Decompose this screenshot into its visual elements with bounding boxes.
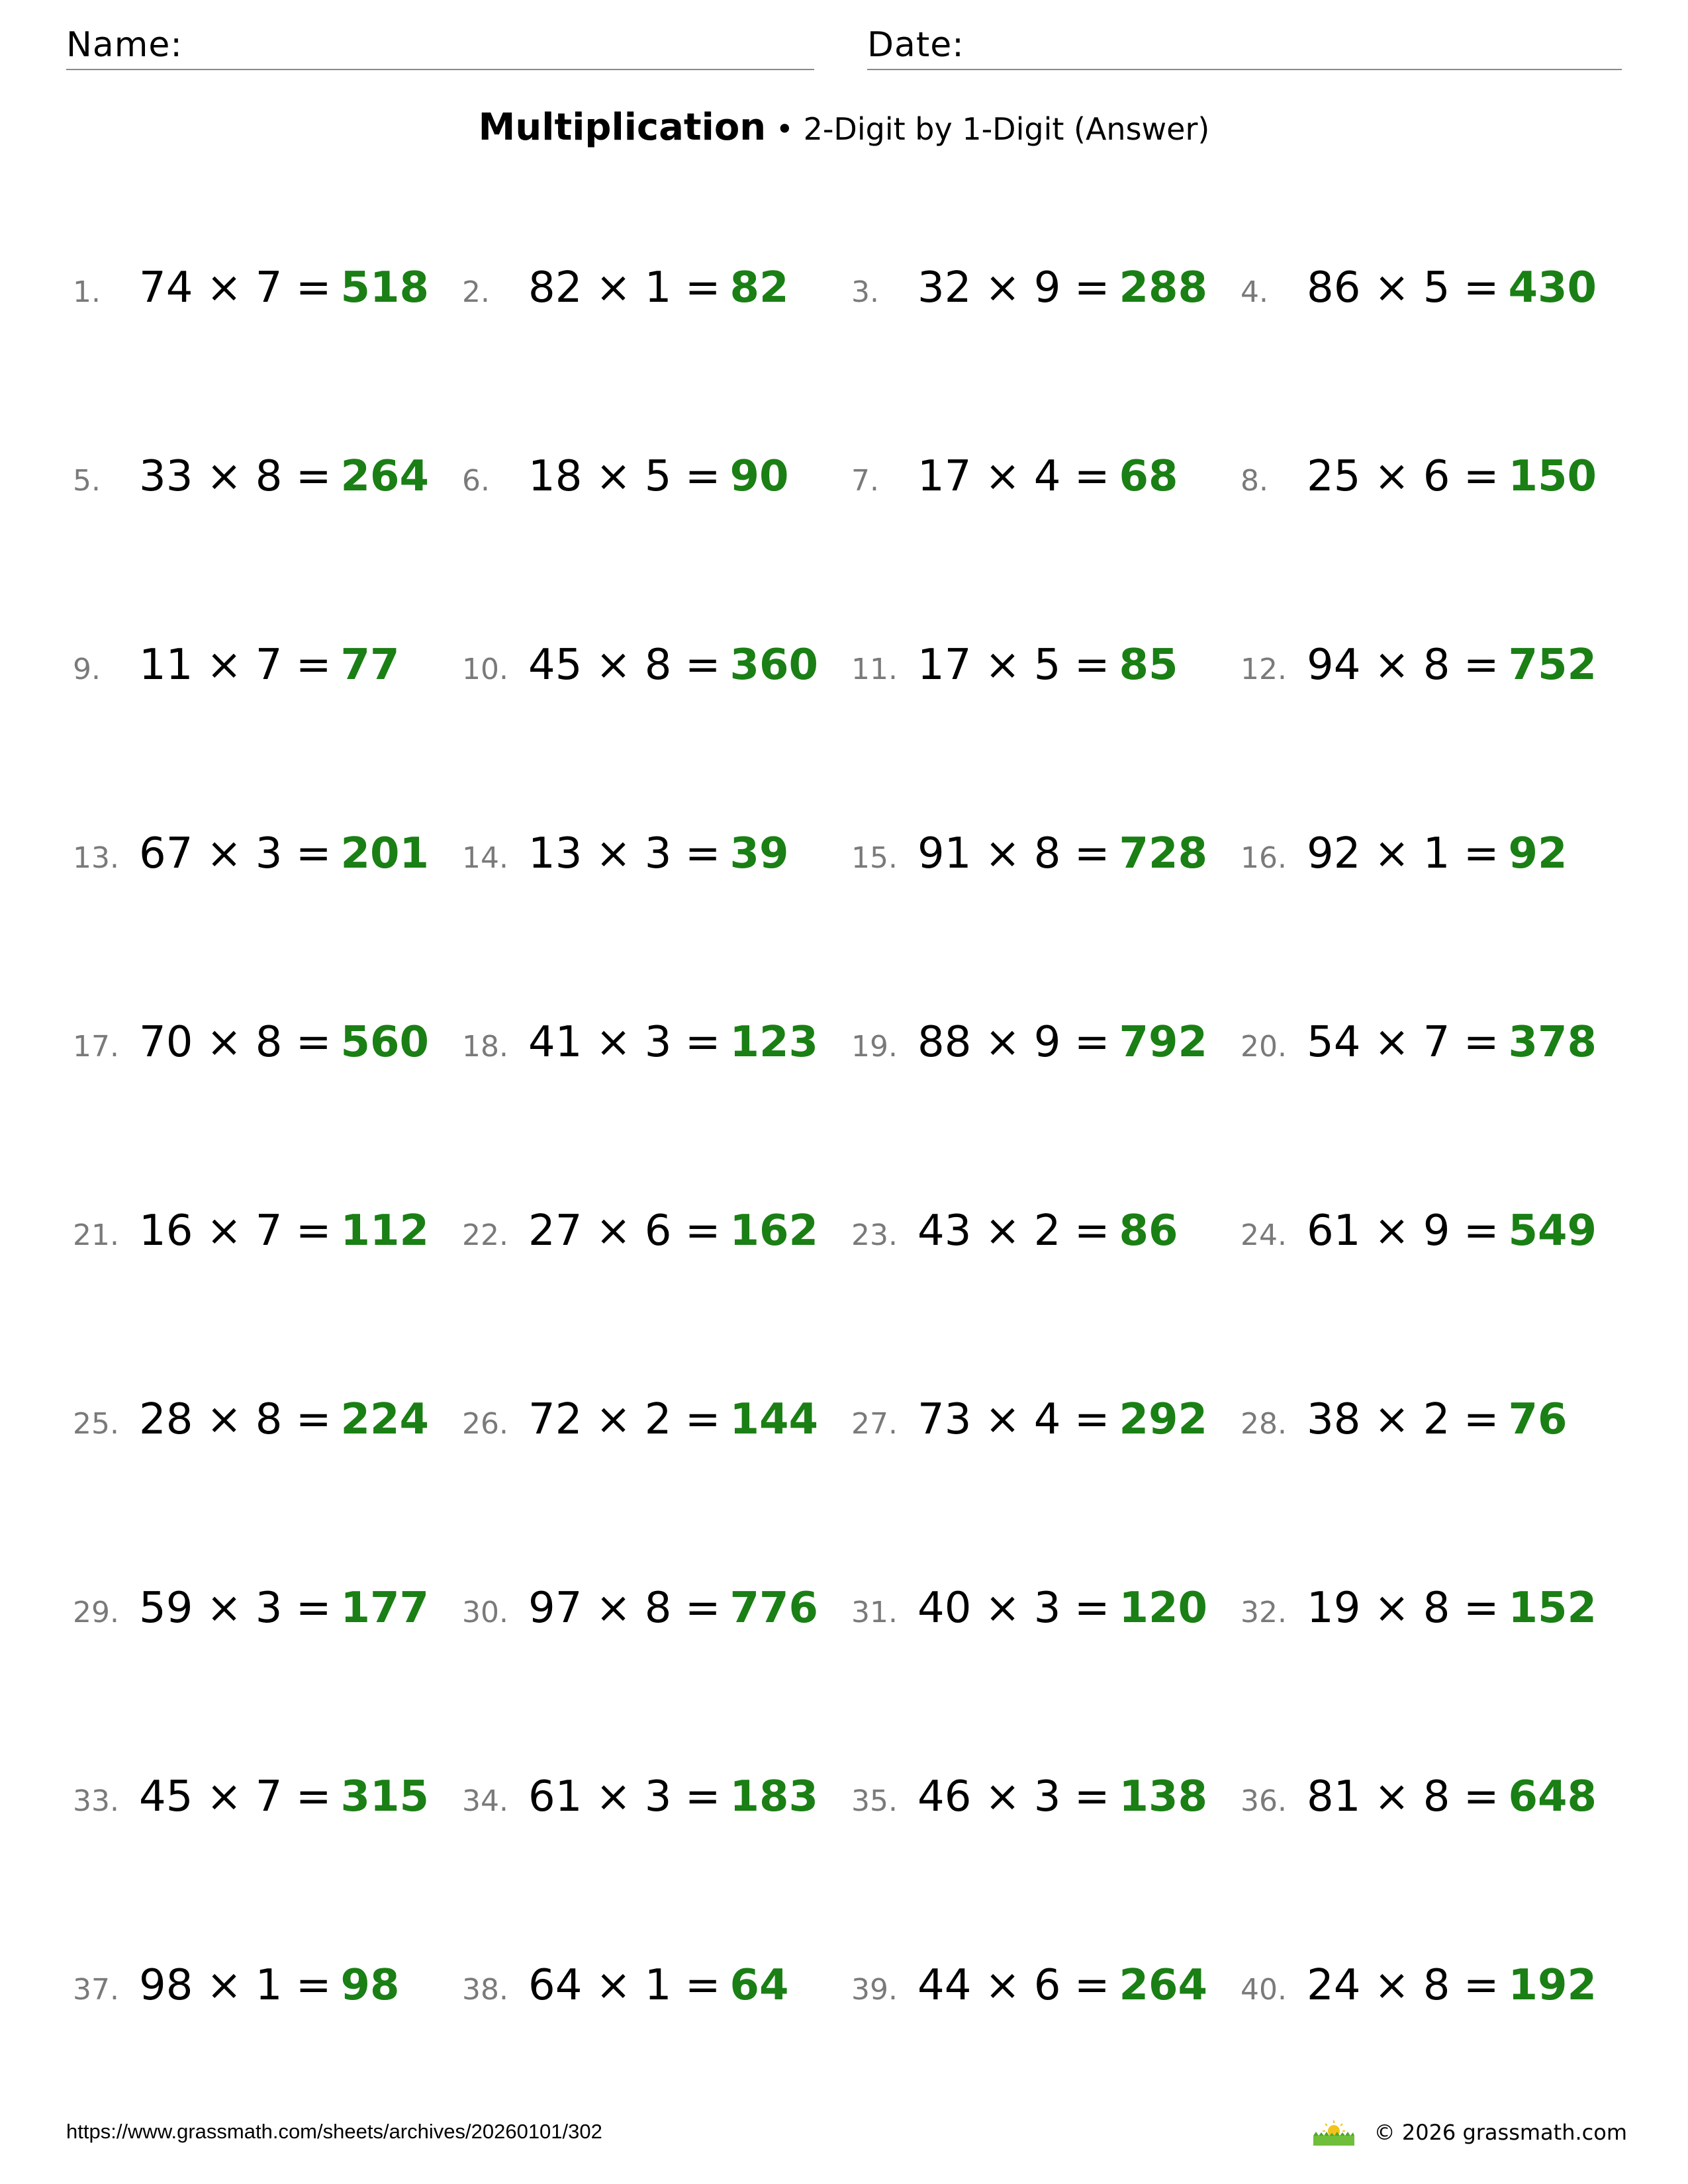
problem-expression: 24 × 8 = [1307,1961,1499,2010]
title-main: Multiplication [478,106,767,149]
problem-answer: 518 [340,263,430,312]
problem-number: 7. [851,464,879,498]
problem-answer: 144 [729,1395,819,1444]
problem-item [73,829,429,895]
problem-item [462,1772,818,1839]
problem-number: 15. [851,841,898,875]
problem-item [851,263,1207,330]
problem-number: 5. [73,464,101,498]
problem-number: 30. [462,1596,508,1629]
problem-number: 22. [462,1218,508,1252]
problem-answer: 68 [1119,452,1178,501]
problem-item [462,1018,818,1084]
problem-expression: 16 × 7 = [139,1206,332,1255]
problem-number: 32. [1241,1596,1287,1629]
problem-answer: 292 [1119,1395,1208,1444]
problem-number: 17. [73,1030,119,1064]
problem-expression: 67 × 3 = [139,829,332,878]
problem-row [73,829,1635,895]
problem-answer: 549 [1508,1206,1597,1255]
problem-answer: 776 [729,1584,819,1633]
problem-item [462,452,789,518]
problem-expression: 33 × 8 = [139,452,332,501]
problem-answer: 560 [340,1018,430,1067]
problem-number: 38. [462,1973,508,2007]
problem-number: 29. [73,1596,119,1629]
problem-item [851,1772,1207,1839]
problem-expression: 86 × 5 = [1307,263,1499,312]
problem-expression: 73 × 4 = [917,1395,1110,1444]
problem-item [851,1395,1207,1461]
problem-row [73,1395,1635,1461]
problem-number: 2. [462,275,490,309]
problem-row [73,1584,1635,1650]
worksheet-title [0,106,1688,149]
problem-item [73,263,429,330]
problem-item [73,1772,429,1839]
problem-answer: 264 [1119,1961,1208,2010]
problem-grid [73,263,1635,2050]
problem-number: 1. [73,275,101,309]
problem-expression: 94 × 8 = [1307,641,1499,690]
problem-expression: 54 × 7 = [1307,1018,1499,1067]
date-label: Date: [867,25,964,65]
problem-item [1241,1961,1597,2027]
problem-item [73,1584,429,1650]
problem-number: 27. [851,1407,898,1441]
problem-item [851,641,1178,707]
name-label: Name: [66,25,183,65]
problem-answer: 120 [1119,1584,1208,1633]
problem-row [73,641,1635,707]
problem-number: 9. [73,653,101,686]
problem-answer: 162 [729,1206,819,1255]
problem-answer: 138 [1119,1772,1208,1821]
problem-expression: 43 × 2 = [917,1206,1110,1255]
problem-number: 20. [1241,1030,1287,1064]
date-line[interactable] [867,69,1622,70]
problem-number: 10. [462,653,508,686]
problem-answer: 315 [340,1772,430,1821]
problem-expression: 38 × 2 = [1307,1395,1499,1444]
problem-number: 36. [1241,1784,1287,1818]
problem-item [851,452,1178,518]
problem-item [462,829,789,895]
problem-item [1241,452,1597,518]
problem-number: 16. [1241,841,1287,875]
problem-number: 6. [462,464,490,498]
problem-number: 39. [851,1973,898,2007]
problem-expression: 17 × 5 = [917,641,1110,690]
title-subtitle: • 2-Digit by 1-Digit (Answer) [766,111,1210,147]
problem-expression: 46 × 3 = [917,1772,1110,1821]
problem-item [462,263,789,330]
problem-number: 11. [851,653,898,686]
problem-answer: 360 [729,641,819,690]
problem-item [73,1206,429,1273]
problem-answer: 183 [729,1772,819,1821]
problem-item [73,641,400,707]
problem-number: 24. [1241,1218,1287,1252]
problem-expression: 19 × 8 = [1307,1584,1499,1633]
problem-row [73,1961,1635,2027]
problem-item [851,1018,1207,1084]
problem-number: 40. [1241,1973,1287,2007]
problem-expression: 61 × 3 = [528,1772,721,1821]
problem-expression: 72 × 2 = [528,1395,721,1444]
problem-item [73,1018,429,1084]
problem-expression: 70 × 8 = [139,1018,332,1067]
problem-number: 19. [851,1030,898,1064]
problem-item [1241,1018,1597,1084]
footer-url: https://www.grassmath.com/sheets/archives/20260101/302 [66,2120,602,2143]
problem-answer: 64 [729,1961,789,2010]
problem-expression: 32 × 9 = [917,263,1110,312]
problem-answer: 288 [1119,263,1208,312]
problem-number: 37. [73,1973,119,2007]
problem-answer: 98 [340,1961,400,2010]
problem-expression: 92 × 1 = [1307,829,1499,878]
problem-item [851,1961,1207,2027]
problem-expression: 98 × 1 = [139,1961,332,2010]
problem-answer: 77 [340,641,400,690]
problem-item [1241,829,1568,895]
problem-answer: 82 [729,263,789,312]
problem-answer: 86 [1119,1206,1178,1255]
problem-item [1241,1206,1597,1273]
problem-expression: 25 × 6 = [1307,452,1499,501]
problem-number: 8. [1241,464,1268,498]
problem-item [1241,263,1597,330]
problem-row [73,452,1635,518]
problem-expression: 45 × 7 = [139,1772,332,1821]
problem-item [1241,1584,1597,1650]
problem-expression: 28 × 8 = [139,1395,332,1444]
problem-expression: 88 × 9 = [917,1018,1110,1067]
problem-answer: 112 [340,1206,430,1255]
problem-number: 4. [1241,275,1268,309]
problem-answer: 152 [1508,1584,1597,1633]
problem-expression: 44 × 6 = [917,1961,1110,2010]
problem-number: 12. [1241,653,1287,686]
problem-expression: 97 × 8 = [528,1584,721,1633]
problem-answer: 648 [1508,1772,1597,1821]
problem-item [73,1961,400,2027]
problem-item [73,452,429,518]
problem-expression: 27 × 6 = [528,1206,721,1255]
problem-item [462,1206,818,1273]
footer-copyright-block [1311,2118,1627,2147]
problem-item [462,1584,818,1650]
problem-answer: 728 [1119,829,1208,878]
problem-number: 3. [851,275,879,309]
problem-number: 23. [851,1218,898,1252]
problem-answer: 378 [1508,1018,1597,1067]
problem-number: 21. [73,1218,119,1252]
problem-item [462,1395,818,1461]
problem-item [1241,1395,1568,1461]
problem-row [73,1772,1635,1839]
problem-number: 35. [851,1784,898,1818]
problem-expression: 18 × 5 = [528,452,721,501]
problem-expression: 11 × 7 = [139,641,332,690]
problem-number: 14. [462,841,508,875]
problem-item [1241,641,1597,707]
problem-answer: 192 [1508,1961,1597,2010]
problem-answer: 39 [729,829,789,878]
problem-expression: 45 × 8 = [528,641,721,690]
problem-number: 31. [851,1596,898,1629]
problem-answer: 752 [1508,641,1597,690]
problem-number: 28. [1241,1407,1287,1441]
problem-item [462,641,818,707]
problem-answer: 123 [729,1018,819,1067]
problem-number: 26. [462,1407,508,1441]
problem-item [462,1961,789,2027]
problem-row [73,263,1635,330]
problem-number: 25. [73,1407,119,1441]
problem-expression: 61 × 9 = [1307,1206,1499,1255]
problem-answer: 92 [1508,829,1568,878]
problem-expression: 82 × 1 = [528,263,721,312]
problem-expression: 17 × 4 = [917,452,1110,501]
problem-answer: 792 [1119,1018,1208,1067]
footer-copyright: © 2026 grassmath.com [1374,2120,1627,2145]
problem-number: 34. [462,1784,508,1818]
problem-expression: 91 × 8 = [917,829,1110,878]
problem-expression: 64 × 1 = [528,1961,721,2010]
problem-answer: 264 [340,452,430,501]
problem-answer: 177 [340,1584,430,1633]
problem-expression: 59 × 3 = [139,1584,332,1633]
problem-item [1241,1772,1597,1839]
problem-item [851,1584,1207,1650]
problem-answer: 224 [340,1395,430,1444]
problem-answer: 201 [340,829,430,878]
problem-answer: 430 [1508,263,1597,312]
problem-answer: 76 [1508,1395,1568,1444]
problem-expression: 40 × 3 = [917,1584,1110,1633]
problem-row [73,1018,1635,1084]
problem-item [851,829,1207,895]
name-line[interactable] [66,69,814,70]
problem-number: 18. [462,1030,508,1064]
problem-expression: 74 × 7 = [139,263,332,312]
problem-row [73,1206,1635,1273]
problem-number: 33. [73,1784,119,1818]
problem-item [73,1395,429,1461]
problem-number: 13. [73,841,119,875]
problem-item [851,1206,1178,1273]
problem-answer: 150 [1508,452,1597,501]
grass-sun-logo-icon [1311,2118,1357,2147]
problem-answer: 90 [729,452,789,501]
problem-expression: 13 × 3 = [528,829,721,878]
problem-answer: 85 [1119,641,1178,690]
problem-expression: 81 × 8 = [1307,1772,1499,1821]
problem-expression: 41 × 3 = [528,1018,721,1067]
